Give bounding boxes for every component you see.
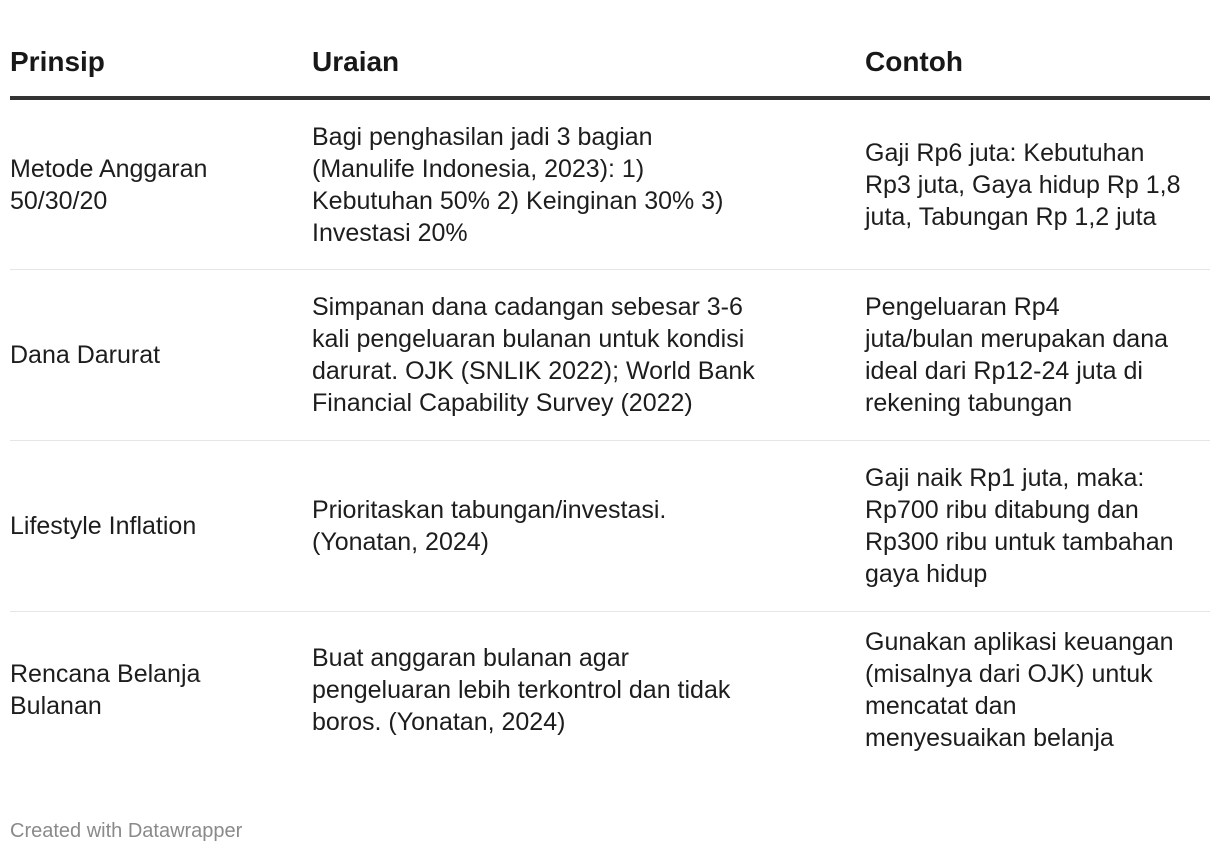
table-header bbox=[10, 0, 1210, 98]
column-header-uraian: Uraian bbox=[312, 0, 865, 98]
cell-contoh: Gaji naik Rp1 juta, maka: Rp700 ribu ditabung dan Rp300 ribu untuk tambahan gaya hidup bbox=[865, 441, 1210, 612]
cell-prinsip: Rencana Belanja Bulanan bbox=[10, 660, 201, 720]
footer-credit: Created with Datawrapper bbox=[10, 820, 243, 842]
table-row bbox=[10, 441, 1210, 612]
cell-prinsip: Lifestyle Inflation bbox=[10, 441, 312, 612]
cell-uraian: Bagi penghasilan jadi 3 bagian (Manulife Indonesia, 2023): 1) Kebutuhan 50% 2) Keinginan 30% 3) Investasi 20% bbox=[312, 98, 865, 270]
cell-contoh: Pengeluaran Rp4 juta/bulan merupakan dana ideal dari Rp12-24 juta di rekening tabungan bbox=[865, 270, 1210, 441]
cell-contoh: Gunakan aplikasi keuangan (misalnya dari OJK) untuk mencatat dan menyesuaikan belanja bbox=[865, 628, 1174, 752]
header-row bbox=[10, 0, 1210, 98]
data-table bbox=[10, 0, 1210, 768]
table-body bbox=[10, 98, 1210, 768]
cell-uraian: Prioritaskan tabungan/investasi. (Yonatan, 2024) bbox=[312, 441, 865, 612]
cell-prinsip: Dana Darurat bbox=[10, 270, 312, 441]
column-header-contoh: Contoh bbox=[865, 0, 1210, 98]
data-table-container bbox=[10, 0, 1210, 768]
cell-contoh: Gaji Rp6 juta: Kebutuhan Rp3 juta, Gaya hidup Rp 1,8 juta, Tabungan Rp 1,2 juta bbox=[865, 98, 1210, 270]
cell-uraian: Simpanan dana cadangan sebesar 3-6 kali pengeluaran bulanan untuk kondisi darurat. OJK (SNLIK 2022); World Bank Financial Capability Survey (2022) bbox=[312, 270, 865, 441]
table-row bbox=[10, 612, 1210, 769]
column-header-prinsip: Prinsip bbox=[10, 0, 312, 98]
cell-uraian: Buat anggaran bulanan agar pengeluaran lebih terkontrol dan tidak boros. (Yonatan, 2024) bbox=[312, 644, 731, 736]
table-row bbox=[10, 270, 1210, 441]
table-row bbox=[10, 98, 1210, 270]
cell-prinsip: Metode Anggaran 50/30/20 bbox=[10, 98, 312, 270]
